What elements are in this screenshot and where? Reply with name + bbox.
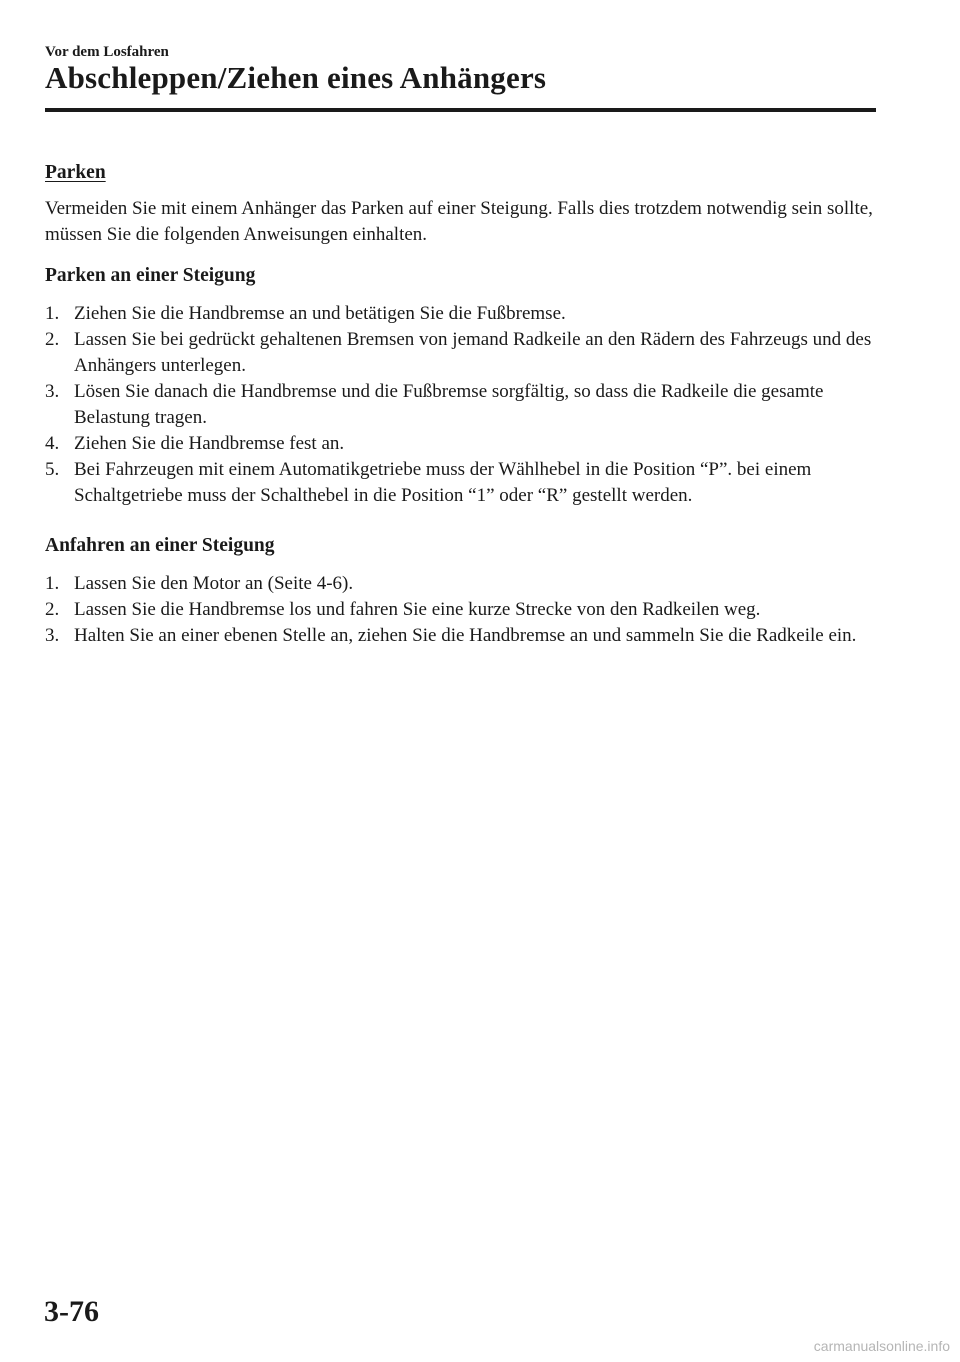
- step-text: Ziehen Sie die Handbremse fest an.: [74, 433, 345, 454]
- step-text: Bei Fahrzeugen mit einem Automatikgetriebe muss der Wählhebel in die Position “P”. bei einem Schaltgetriebe muss der Schalthebel in die Position “1” oder “R” gestellt werden.: [74, 459, 812, 506]
- chapter-title: Abschleppen/Ziehen eines Anhängers: [45, 60, 547, 95]
- list-item: [45, 327, 885, 379]
- page-number: 3-76: [44, 1295, 99, 1328]
- list-item: [45, 301, 885, 327]
- step-text: Lösen Sie danach die Handbremse und die Fußbremse sorgfältig, so dass die Radkeile die gesamte Belastung tragen.: [74, 381, 824, 428]
- section-label: Vor dem Losfahren: [45, 44, 169, 60]
- step-text: Lassen Sie bei gedrückt gehaltenen Bremsen von jemand Radkeile an den Rädern des Fahrzeugs und des Anhängers unterlegen.: [74, 329, 872, 376]
- intro-paragraph: Vermeiden Sie mit einem Anhänger das Parken auf einer Steigung. Falls dies trotzdem notwendig sein sollte, müssen Sie die folgenden Anweisungen einhalten.: [45, 198, 873, 245]
- step-text: Ziehen Sie die Handbremse an und betätigen Sie die Fußbremse.: [74, 303, 566, 324]
- parking-steps-list: [45, 301, 885, 509]
- heading-parken: Parken: [45, 162, 106, 183]
- step-number: 3.: [45, 625, 60, 646]
- step-text: Lassen Sie den Motor an (Seite 4-6).: [74, 573, 354, 594]
- main-content: [45, 160, 885, 649]
- list-item: [45, 431, 885, 457]
- list-item: [45, 623, 885, 649]
- step-number: 2.: [45, 329, 60, 350]
- step-number: 5.: [45, 459, 60, 480]
- watermark: carmanualsonline.info: [813, 1338, 950, 1354]
- heading-anfahren-steigung: Anfahren an einer Steigung: [45, 535, 275, 556]
- step-text: Halten Sie an einer ebenen Stelle an, ziehen Sie die Handbremse an und sammeln Sie die Radkeile ein.: [74, 625, 857, 646]
- list-item: [45, 457, 885, 509]
- step-text: Lassen Sie die Handbremse los und fahren Sie eine kurze Strecke von den Radkeilen weg.: [74, 599, 761, 620]
- section-spacer: [45, 509, 885, 533]
- list-item: [45, 379, 885, 431]
- heading-parken-steigung: Parken an einer Steigung: [45, 265, 256, 286]
- step-number: 4.: [45, 433, 60, 454]
- title-divider: [45, 108, 876, 112]
- starting-steps-list: [45, 571, 885, 649]
- step-number: 1.: [45, 573, 60, 594]
- step-number: 1.: [45, 303, 60, 324]
- list-item: [45, 571, 885, 597]
- step-number: 3.: [45, 381, 60, 402]
- step-number: 2.: [45, 599, 60, 620]
- list-item: [45, 597, 885, 623]
